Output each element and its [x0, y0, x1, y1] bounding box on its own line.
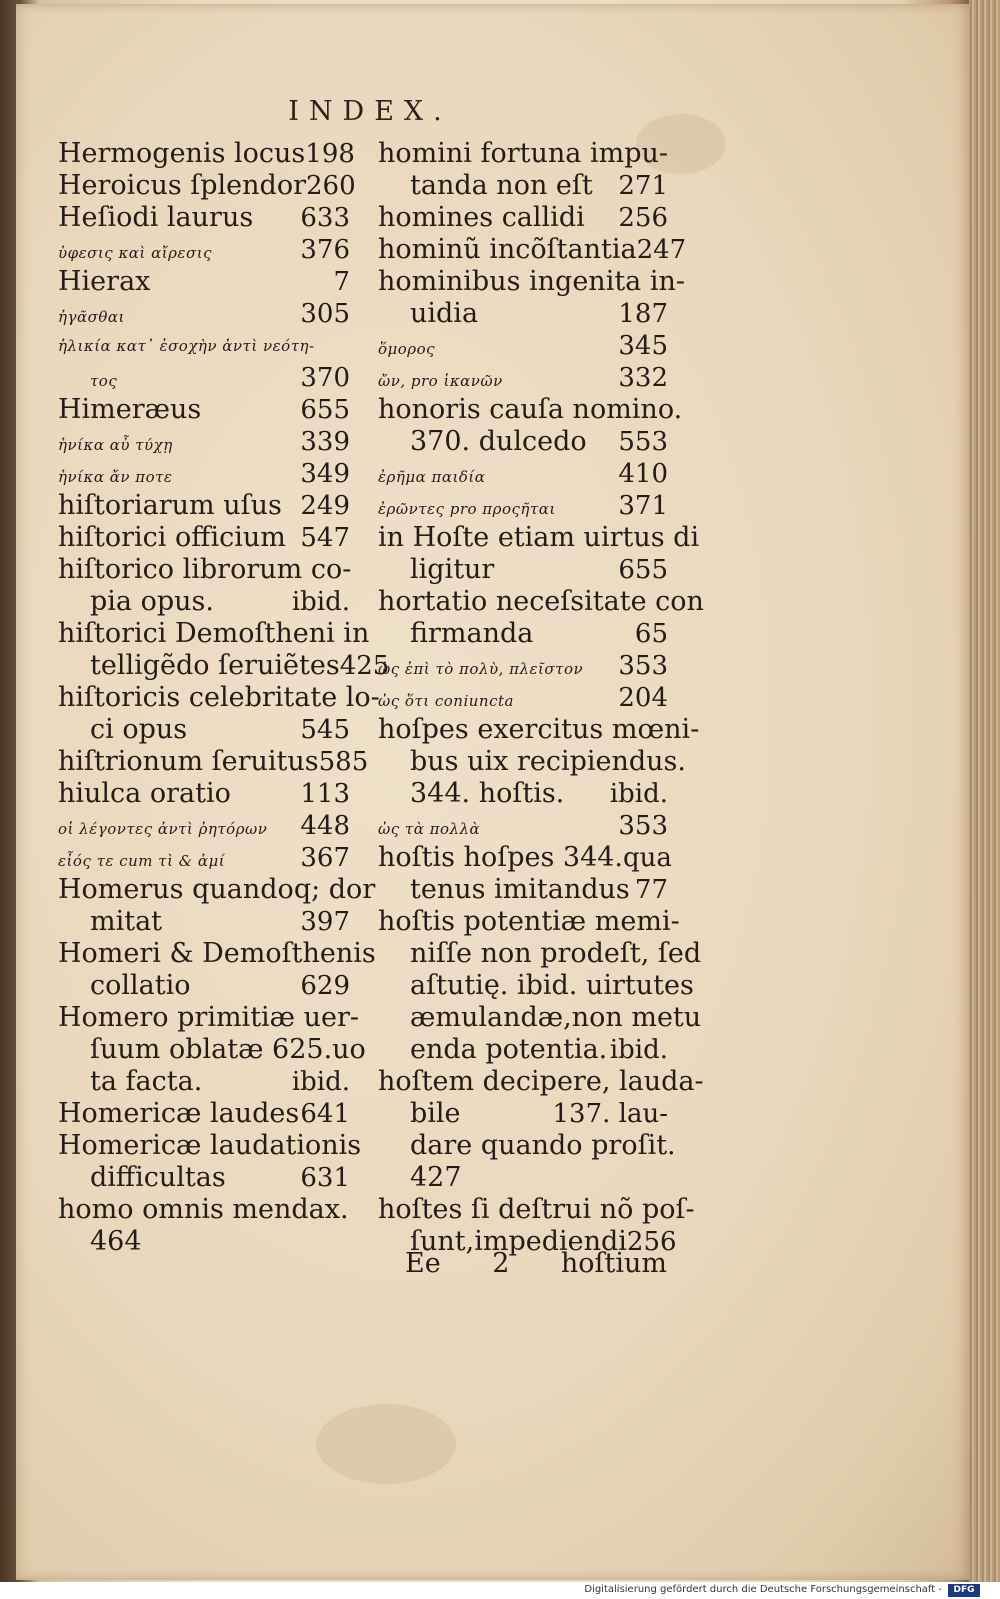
entry-term: Homerus quandoq; dor	[58, 874, 376, 905]
entry-page: 187	[618, 299, 668, 329]
index-entry	[378, 1066, 704, 1098]
entry-term: hiſtoriarum uſus	[58, 490, 282, 521]
entry-term: Homericæ laudationis	[58, 1130, 362, 1161]
index-entry	[378, 1034, 668, 1066]
entry-term: homines callidi	[378, 202, 585, 233]
entry-term: ſunt,impediendi	[410, 1226, 627, 1257]
entry-term: niſſe non prodeſt, ſed	[410, 938, 702, 969]
entry-term: uidia	[410, 298, 479, 329]
index-entry	[58, 1098, 350, 1130]
entry-term: οἱ λέγοντες ἀντὶ ῥητόρων	[58, 820, 268, 838]
index-entry	[58, 266, 350, 298]
entry-term: telligẽdo ſeruiẽtes	[90, 650, 340, 681]
entry-term: 464	[90, 1226, 142, 1257]
index-entry	[58, 522, 350, 554]
entry-term: dare quando proſit.	[410, 1130, 676, 1161]
entry-term: aſtutię. ibid. uirtutes	[410, 970, 694, 1001]
entry-term: hoſpes exercitus mœni-	[378, 714, 700, 745]
index-entry	[378, 1098, 668, 1130]
entry-term: ὅμορος	[378, 340, 436, 358]
index-entry	[378, 682, 668, 714]
entry-page: 410	[618, 459, 668, 489]
index-entry	[378, 778, 668, 810]
entry-page: 345	[618, 331, 668, 361]
catchword: hoſtium	[560, 1248, 667, 1279]
entry-page: 547	[300, 523, 350, 553]
footer-credit: Digitalisierung gefördert durch die Deutsche Forschungsgemeinschaft -	[584, 1584, 942, 1595]
entry-term: hoſtes ſi deſtrui nõ poſ-	[378, 1194, 695, 1225]
entry-term: ὡς ἐπὶ τὸ πολὺ, πλεῖστον	[378, 660, 584, 678]
entry-page: 137. lau-	[552, 1099, 668, 1129]
index-entry	[378, 842, 672, 874]
index-entry	[58, 458, 350, 490]
index-entry	[378, 554, 668, 586]
index-entry	[58, 1162, 350, 1194]
entry-page: 353	[618, 811, 668, 841]
entry-term: hoſtis hoſpes 344.	[378, 842, 624, 873]
entry-term: difficultas	[90, 1162, 226, 1193]
paper-stain	[316, 1404, 456, 1484]
entry-term: 427	[410, 1162, 462, 1193]
entry-page: ibid.	[609, 1035, 668, 1065]
entry-term: ſuum oblatæ 625.uo	[90, 1034, 366, 1065]
entry-page: 641	[300, 1099, 350, 1129]
index-entry	[58, 1066, 350, 1098]
index-entry	[58, 554, 350, 586]
index-entry	[378, 970, 694, 1002]
page-title: INDEX.	[288, 96, 452, 127]
entry-term: ci opus	[90, 714, 188, 745]
index-entry	[58, 202, 350, 234]
entry-page: 7	[333, 267, 350, 297]
index-entry	[378, 714, 700, 746]
entry-page: 247	[636, 235, 687, 265]
entry-term: Homeri & Demoſthenis	[58, 938, 376, 969]
entry-page: 545	[300, 715, 350, 745]
entry-page: 370	[300, 363, 350, 393]
entry-term: bus uix recipiendus.	[410, 746, 686, 777]
index-entry	[378, 1130, 676, 1162]
index-entry	[378, 522, 700, 554]
index-entry	[378, 266, 686, 298]
entry-page: 198	[305, 139, 355, 169]
index-entry	[378, 586, 704, 618]
entry-page: 77	[634, 875, 668, 905]
entry-term: hortatio neceſsitate con	[378, 586, 704, 617]
entry-term: ὤν, pro ἱκανῶν	[378, 372, 503, 390]
entry-term: hiſtorici Demoſtheni in	[58, 618, 370, 649]
entry-page: 655	[300, 395, 350, 425]
entry-page: ibid.	[291, 587, 350, 617]
entry-term: hoſtis potentiæ memi-	[378, 906, 680, 937]
entry-page: 256	[618, 203, 668, 233]
index-entry	[378, 906, 680, 938]
entry-page: 260	[306, 171, 356, 201]
entry-page: 397	[300, 907, 350, 937]
entry-term: Hierax	[58, 266, 151, 297]
entry-term: hominibus ingenita in-	[378, 266, 686, 297]
entry-term: ἐρῆμα παιδία	[378, 468, 486, 486]
entry-term: ἠγᾶσθαι	[58, 308, 125, 326]
entry-page: 371	[618, 491, 668, 521]
index-entry	[378, 330, 668, 362]
entry-page: 271	[618, 171, 668, 201]
index-entry	[378, 458, 668, 490]
entry-term: ἐρῶντες pro προςῆται	[378, 500, 556, 518]
index-entry	[58, 234, 350, 266]
entry-term: hiſtorici officium	[58, 522, 286, 553]
page-edge	[969, 0, 1000, 1582]
entry-term: ligitur	[410, 554, 495, 585]
entry-page: 339	[300, 427, 350, 457]
index-entry	[58, 1002, 360, 1034]
entry-page: 448	[300, 811, 350, 841]
index-entry	[58, 426, 350, 458]
index-entry	[378, 490, 668, 522]
index-entry	[378, 234, 687, 266]
entry-term: ta facta.	[90, 1066, 203, 1097]
entry-page: 585	[318, 747, 369, 777]
entry-term: 370. dulcedo	[410, 426, 587, 457]
entry-term: firmanda	[410, 618, 534, 649]
entry-page: 353	[618, 651, 668, 681]
entry-term: Heſiodi laurus	[58, 202, 254, 233]
entry-term: ἡνίκα ἄν ποτε	[58, 468, 173, 486]
index-entry	[58, 1226, 350, 1258]
index-column-left	[58, 138, 390, 1258]
entry-page: 425	[339, 651, 390, 681]
entry-term: mitat	[90, 906, 163, 937]
index-entry	[58, 682, 380, 714]
entry-term: ὡς ὅτι coniuncta	[378, 692, 514, 710]
signature-mark: Ee	[405, 1248, 441, 1279]
entry-term: ὡς τὰ πολλὰ	[378, 820, 481, 838]
entry-page: ibid.	[291, 1067, 350, 1097]
entry-term: tenus imitandus	[410, 874, 630, 905]
entry-term: εἶός τε cum τὶ & ἁμί	[58, 852, 226, 870]
entry-term: Himeræus	[58, 394, 202, 425]
entry-term: bile	[410, 1098, 461, 1129]
entry-page: 349	[300, 459, 350, 489]
index-entry	[378, 1002, 702, 1034]
entry-page: 655	[618, 555, 668, 585]
entry-page: 65	[634, 619, 668, 649]
entry-page: 633	[300, 203, 350, 233]
entry-page: 629	[300, 971, 350, 1001]
index-entry	[378, 362, 668, 394]
entry-term: ἡνίκα αὖ τύχῃ	[58, 436, 173, 454]
index-entry	[58, 938, 376, 970]
index-entry	[58, 1194, 350, 1226]
index-entry	[378, 298, 668, 330]
index-entry	[378, 202, 668, 234]
entry-page: 553	[618, 427, 668, 457]
entry-page: 256	[626, 1227, 677, 1257]
entry-term: honoris cauſa nomino.	[378, 394, 683, 425]
index-entry	[378, 810, 668, 842]
entry-term: tanda non eſt	[410, 170, 593, 201]
entry-term: hiſtoricis celebritate lo-	[58, 682, 380, 713]
entry-term: τος	[90, 372, 118, 390]
index-entry	[378, 618, 668, 650]
index-entry	[378, 746, 686, 778]
entry-term: pia opus.	[90, 586, 214, 617]
index-entry	[58, 298, 350, 330]
entry-page: 113	[300, 779, 350, 809]
entry-term: hiulca oratio	[58, 778, 231, 809]
entry-term: in Hoſte etiam uirtus di	[378, 522, 700, 553]
index-entry	[58, 490, 350, 522]
entry-term: Homero primitiæ uer-	[58, 1002, 360, 1033]
index-column-right	[378, 138, 704, 1258]
entry-page: 367	[300, 843, 350, 873]
index-entry	[58, 906, 350, 938]
index-entry	[378, 650, 668, 682]
signature-number: 2	[492, 1248, 510, 1279]
entry-page: 305	[300, 299, 350, 329]
entry-term: Hermogenis locus	[58, 138, 306, 169]
entry-term: enda potentia.	[410, 1034, 608, 1065]
index-entry	[58, 618, 370, 650]
index-entry	[378, 170, 668, 202]
entry-page: 376	[300, 235, 350, 265]
index-entry	[58, 1034, 366, 1066]
entry-term: ὑφεσις καὶ αἴρεσις	[58, 244, 212, 262]
entry-page: 332	[618, 363, 668, 393]
index-entry	[378, 426, 668, 458]
entry-term: hoſtem decipere, lauda-	[378, 1066, 704, 1097]
index-entry	[378, 394, 683, 426]
entry-term: 344. hoſtis.	[410, 778, 565, 809]
index-entry	[58, 778, 350, 810]
signature-line	[405, 1248, 667, 1279]
entry-term: hiſtorico librorum co-	[58, 554, 352, 585]
entry-page: ibid.	[609, 779, 668, 809]
index-entry	[378, 874, 668, 906]
index-entry	[58, 874, 376, 906]
entry-page: 204	[618, 683, 668, 713]
index-entry	[58, 170, 356, 202]
index-entry	[58, 586, 350, 618]
index-entry	[58, 330, 350, 362]
entry-term: homo omnis mendax.	[58, 1194, 349, 1225]
index-entry	[378, 138, 668, 170]
index-entry	[58, 394, 350, 426]
index-entry	[378, 1162, 668, 1194]
entry-page: 631	[300, 1163, 350, 1193]
entry-page: 249	[300, 491, 350, 521]
index-entry	[58, 650, 390, 682]
index-entry	[58, 138, 355, 170]
entry-page: qua	[623, 843, 672, 873]
dfg-logo: DFG	[948, 1584, 980, 1597]
index-entry	[378, 938, 702, 970]
entry-term: Heroicus ſplendor	[58, 170, 306, 201]
entry-term: ἡλικία κατ᾽ ἐσοχὴν ἀντὶ νεότη-	[58, 337, 315, 355]
entry-term: hiſtrionum ſeruitus	[58, 746, 319, 777]
index-entry	[378, 1194, 695, 1226]
index-entry	[58, 970, 350, 1002]
entry-term: Homericæ laudes	[58, 1098, 300, 1129]
index-entry	[58, 810, 350, 842]
index-entry	[58, 842, 350, 874]
index-entry	[58, 1130, 362, 1162]
entry-term: homini fortuna impu-	[378, 138, 668, 169]
entry-term: æmulandæ,non metu	[410, 1002, 702, 1033]
index-entry	[58, 362, 350, 394]
entry-term: collatio	[90, 970, 191, 1001]
index-entry	[58, 746, 369, 778]
entry-term: hominũ incõſtantia	[378, 234, 637, 265]
index-entry	[58, 714, 350, 746]
